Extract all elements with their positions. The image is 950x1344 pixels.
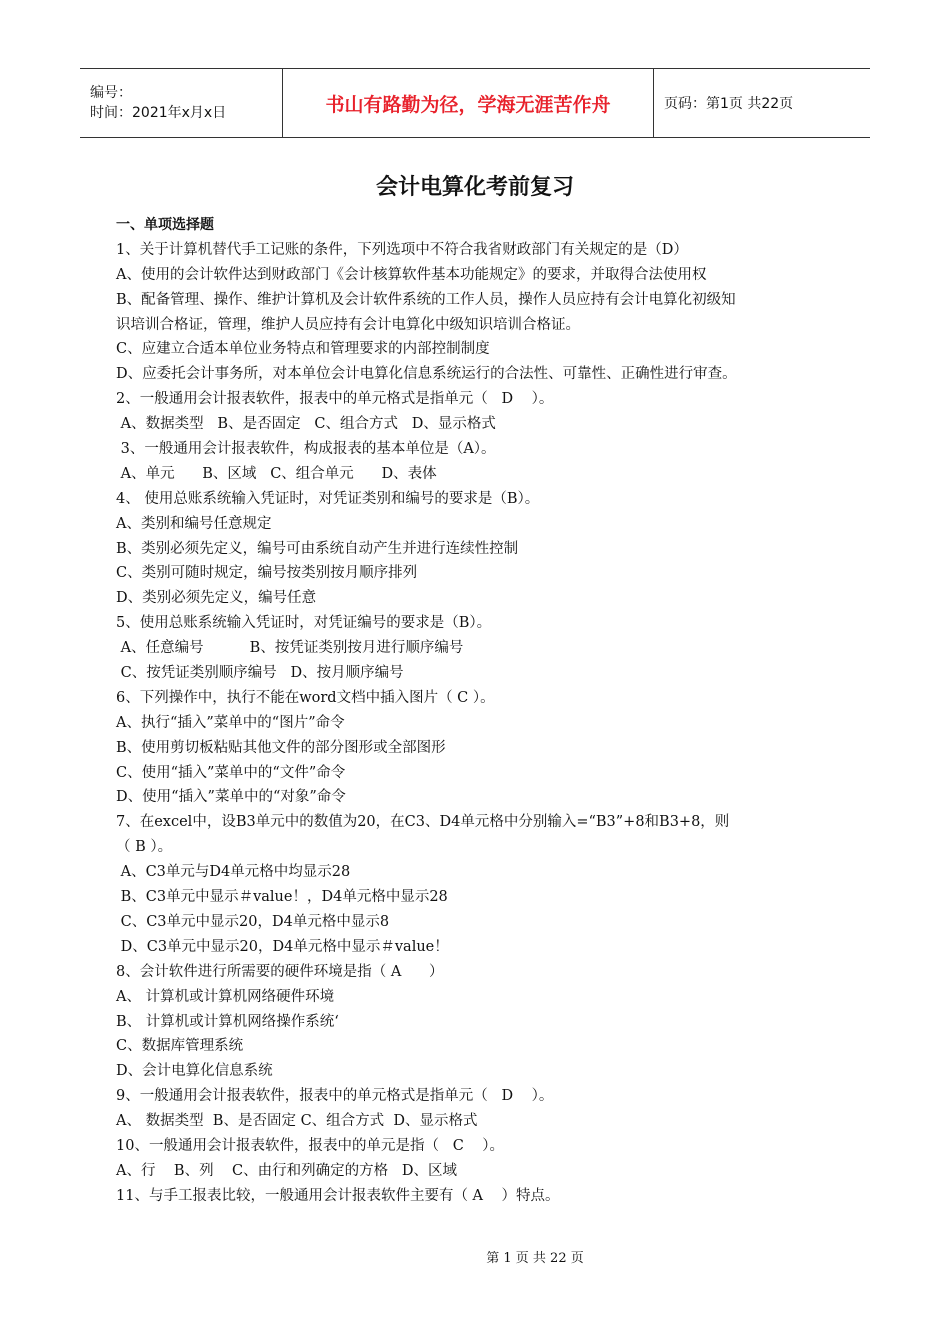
text-line: 8、会计软件进行所需要的硬件环境是指（ A ） — [116, 963, 444, 980]
text-line: 11、与手工报表比较，一般通用会计报表软件主要有（ A ）特点。 — [116, 1187, 560, 1204]
number-label: 编号： — [90, 85, 132, 101]
text-line: 5、使用总账系统输入凭证时，对凭证编号的要求是（B）。 — [116, 615, 492, 632]
text-line: D、类别必须先定义，编号任意 — [116, 590, 317, 607]
text-line: C、数据库管理系统 — [116, 1038, 244, 1055]
text-line: B、使用剪切板粘贴其他文件的部分图形或全部图形 — [116, 739, 446, 756]
text-line: 9、一般通用会计报表软件，报表中的单元格式是指单元（ D ）。 — [116, 1088, 554, 1105]
text-line: B、类别必须先定义，编号可由系统自动产生并进行连续性控制 — [116, 540, 519, 557]
page-info-text: 页码：第1页 共22页 — [664, 96, 794, 112]
text-line: D、C3单元中显示20，D4单元格中显示＃value！ — [116, 938, 449, 955]
text-line: 1、关于计算机替代手工记账的条件，下列选项中不符合我省财政部门有关规定的是（D） — [116, 241, 688, 258]
document-body — [116, 213, 836, 1209]
text-line: （ B ）。 — [116, 839, 173, 856]
text-line: C、按凭证类别顺序编号 D、按月顺序编号 — [116, 665, 404, 682]
text-line: A、 计算机或计算机网络硬件环境 — [116, 988, 335, 1005]
text-line: C、C3单元中显示20，D4单元格中显示8 — [116, 913, 390, 930]
text-line: C、应建立合适本单位业务特点和管理要求的内部控制制度 — [116, 341, 490, 358]
document-title: 会计电算化考前复习 — [375, 175, 574, 200]
text-line: 3、一般通用会计报表软件，构成报表的基本单位是（A）。 — [116, 441, 496, 458]
text-line: 2、一般通用会计报表软件，报表中的单元格式是指单元（ D ）。 — [116, 391, 554, 408]
page-footer: 第 1 页 共 22 页 — [486, 1251, 584, 1266]
text-line: B、 计算机或计算机网络操作系统‘ — [116, 1013, 339, 1030]
text-line: 7、在excel中，设B3单元中的数值为20，在C3、D4单元格中分别输入=“B3”+8和B3+8，则 — [116, 814, 730, 831]
header-motto-cell — [282, 69, 654, 137]
text-line: A、行 B、列 C、由行和列确定的方格 D、区域 — [116, 1162, 458, 1179]
text-line: 10、一般通用会计报表软件，报表中的单元是指（ C ）。 — [116, 1137, 505, 1154]
header-page-info — [654, 69, 870, 137]
text-line: B、C3单元中显示＃value！，D4单元格中显示28 — [116, 889, 448, 906]
text-line: A、数据类型 B、是否固定 C、组合方式 D、显示格式 — [116, 416, 496, 433]
text-line: C、类别可随时规定，编号按类别按月顺序排列 — [116, 565, 418, 582]
page-header — [80, 68, 870, 138]
motto-text: 书山有路勤为径，学海无涯苦作舟 — [325, 93, 611, 116]
text-line: D、会计电算化信息系统 — [116, 1063, 273, 1080]
text-line: D、使用“插入”菜单中的“对象”命令 — [116, 789, 346, 806]
text-line: 识培训合格证，管理，维护人员应持有会计电算化中级知识培训合格证。 — [116, 316, 580, 333]
section-heading: 一、单项选择题 — [116, 217, 214, 233]
text-line: A、使用的会计软件达到财政部门《会计核算软件基本功能规定》的要求，并取得合法使用权 — [116, 266, 707, 283]
text-line: 6、下列操作中，执行不能在word文档中插入图片（ C ）。 — [116, 689, 495, 706]
time-label: 时间：2021年x月x日 — [90, 105, 227, 121]
text-line: C、使用“插入”菜单中的“文件”命令 — [116, 764, 346, 781]
text-line: A、单元 B、区域 C、组合单元 D、表体 — [116, 465, 437, 482]
text-line: A、C3单元与D4单元格中均显示28 — [116, 864, 351, 881]
header-meta — [80, 69, 282, 137]
text-line: A、执行“插入”菜单中的“图片”命令 — [116, 714, 345, 731]
text-line: A、任意编号 B、按凭证类别按月进行顺序编号 — [116, 640, 464, 657]
text-line: 4、 使用总账系统输入凭证时，对凭证类别和编号的要求是（B）。 — [116, 490, 540, 507]
text-line: B、配备管理、操作、维护计算机及会计软件系统的工作人员，操作人员应持有会计电算化初级知 — [116, 291, 736, 308]
text-line: A、类别和编号任意规定 — [116, 515, 272, 532]
text-line: A、 数据类型 B、是否固定 C、组合方式 D、显示格式 — [116, 1113, 478, 1130]
text-line: D、应委托会计事务所，对本单位会计电算化信息系统运行的合法性、可靠性、正确性进行审查。 — [116, 366, 737, 383]
